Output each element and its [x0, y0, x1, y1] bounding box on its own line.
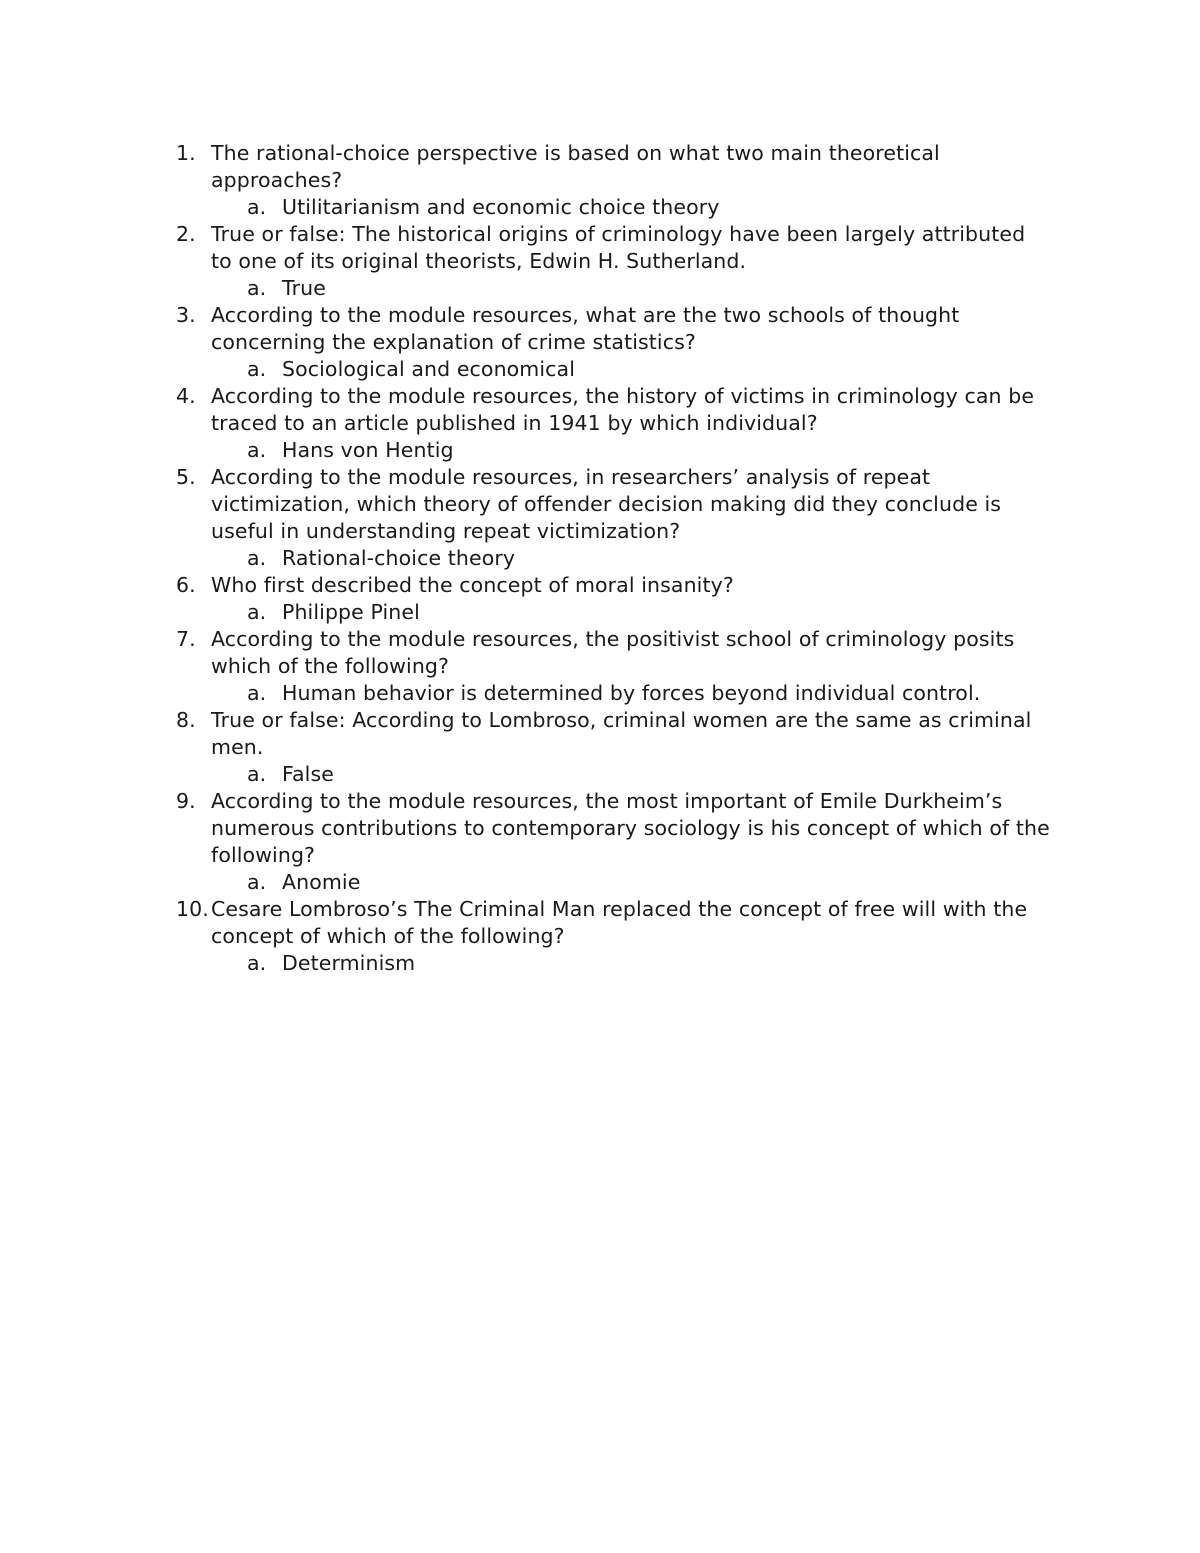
list-item — [0, 302, 1200, 383]
question-body: According to the module resources, in researchers’ analysis of repeat victimization, which theory of offender decision making did they conclude is useful in understanding repeat victimization? — [211, 465, 1002, 543]
question-text — [0, 896, 1051, 950]
question-body: According to the module resources, the positivist school of criminology posits which of the following? — [211, 627, 1015, 678]
question-body: Cesare Lombroso’s The Criminal Man replaced the concept of free will with the concept of which of the following? — [211, 897, 1028, 948]
answer-text — [0, 437, 1082, 464]
answer-body: Anomie — [282, 870, 361, 894]
question-number: 2. — [176, 222, 196, 246]
answer-body: True — [282, 276, 326, 300]
question-body: Who first described the concept of moral insanity? — [211, 573, 734, 597]
answer-letter: a. — [247, 681, 267, 705]
answer-letter: a. — [247, 870, 267, 894]
question-body: According to the module resources, what are the two schools of thought concerning the explanation of crime statistics? — [211, 303, 960, 354]
answer-text — [0, 599, 1082, 626]
question-number: 3. — [176, 303, 196, 327]
question-text — [0, 383, 1051, 437]
question-number: 8. — [176, 708, 196, 732]
question-number: 9. — [176, 789, 196, 813]
list-item — [0, 464, 1200, 572]
question-text — [0, 572, 1051, 599]
answer-body: Determinism — [282, 951, 416, 975]
question-text — [0, 140, 1051, 194]
answer-body: Utilitarianism and economic choice theory — [282, 195, 720, 219]
question-text — [0, 626, 1051, 680]
answer-text — [0, 950, 1082, 977]
question-text — [0, 788, 1051, 869]
answer-letter: a. — [247, 276, 267, 300]
list-item — [0, 626, 1200, 707]
question-text — [0, 707, 1051, 761]
answer-body: Rational-choice theory — [282, 546, 516, 570]
answer-text — [0, 761, 1082, 788]
question-body: The rational-choice perspective is based on what two main theoretical approaches? — [211, 141, 940, 192]
answer-body: False — [282, 762, 334, 786]
answer-text — [0, 194, 1082, 221]
answer-text — [0, 356, 1082, 383]
question-number: 4. — [176, 384, 196, 408]
question-text — [0, 302, 1051, 356]
answer-letter: a. — [247, 357, 267, 381]
list-item — [0, 707, 1200, 788]
answer-body: Sociological and economical — [282, 357, 575, 381]
question-body: According to the module resources, the most important of Emile Durkheim’s numerous contributions to contemporary sociology is his concept of which of the following? — [211, 789, 1050, 867]
question-text — [0, 464, 1051, 545]
answer-body: Human behavior is determined by forces beyond individual control. — [282, 681, 981, 705]
list-item — [0, 896, 1200, 977]
list-item — [0, 221, 1200, 302]
question-text — [0, 221, 1051, 275]
question-number: 5. — [176, 465, 196, 489]
question-number: 1. — [176, 141, 196, 165]
answer-letter: a. — [247, 195, 267, 219]
question-number: 10. — [176, 897, 209, 921]
answer-letter: a. — [247, 951, 267, 975]
answer-letter: a. — [247, 600, 267, 624]
list-item — [0, 788, 1200, 896]
answer-letter: a. — [247, 438, 267, 462]
question-list — [0, 140, 1200, 977]
answer-text — [0, 275, 1082, 302]
answer-body: Philippe Pinel — [282, 600, 420, 624]
list-item — [0, 140, 1200, 221]
list-item — [0, 572, 1200, 626]
answer-body: Hans von Hentig — [282, 438, 454, 462]
answer-letter: a. — [247, 546, 267, 570]
answer-letter: a. — [247, 762, 267, 786]
list-item — [0, 383, 1200, 464]
answer-text — [0, 869, 1082, 896]
question-body: True or false: The historical origins of criminology have been largely attributed to one of its original theorists, Edwin H. Sutherland. — [211, 222, 1026, 273]
answer-text — [0, 680, 1082, 707]
question-number: 6. — [176, 573, 196, 597]
question-body: True or false: According to Lombroso, criminal women are the same as criminal men. — [211, 708, 1032, 759]
question-body: According to the module resources, the history of victims in criminology can be traced to an article published in 1941 by which individual? — [211, 384, 1035, 435]
question-number: 7. — [176, 627, 196, 651]
answer-text — [0, 545, 1082, 572]
